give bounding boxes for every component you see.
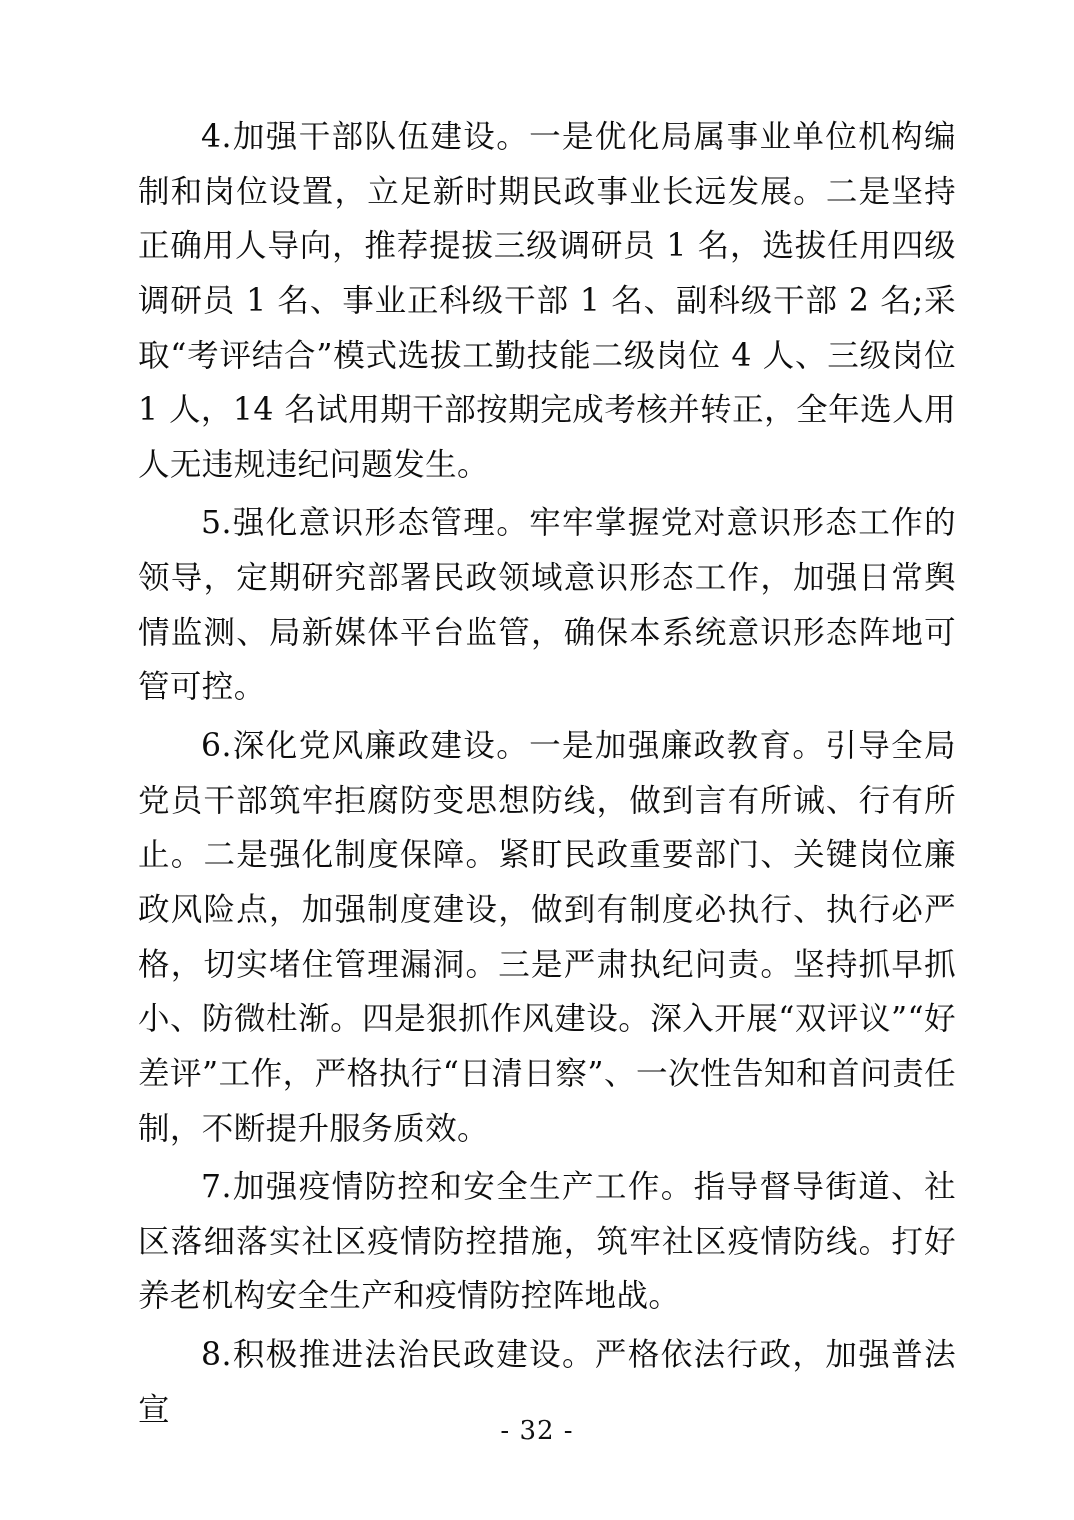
- page-number: - 32 -: [500, 1416, 574, 1446]
- document-body: [138, 110, 956, 1437]
- paragraph-8: 8.积极推进法治民政建设。严格依法行政，加强普法宣: [138, 1337, 956, 1428]
- paragraph-5: 5.强化意识形态管理。牢牢掌握党对意识形态工作的领导，定期研究部署民政领域意识形态工作，加强日常舆情监测、局新媒体平台监管，确保本系统意识形态阵地可管可控。: [138, 505, 956, 706]
- paragraph-6: 6.深化党风廉政建设。一是加强廉政教育。引导全局党员干部筑牢拒腐防变思想防线，做到言有所诫、行有所止。二是强化制度保障。紧盯民政重要部门、关键岗位廉政风险点，加强制度建设，做到有制度必执行、执行必严格，切实堵住管理漏洞。三是严肃执纪问责。坚持抓早抓小、防微杜渐。四是狠抓作风建设。深入开展“双评议”“好差评”工作，严格执行“日清日察”、一次性告知和首问责任制，不断提升服务质效。: [138, 728, 956, 1147]
- paragraph-4: 4.加强干部队伍建设。一是优化局属事业单位机构编制和岗位设置，立足新时期民政事业长远发展。二是坚持正确用人导向，推荐提拔三级调研员 1 名，选拔任用四级调研员 1 名、事业正科级干部 1 名、副科级干部 2 名;采取“考评结合”模式选拔工勤技能二级岗位 4 人、三级岗位 1 人，14 名试用期干部按期完成考核并转正，全年选人用人无违规违纪问题发生。: [138, 119, 956, 483]
- paragraph-7: 7.加强疫情防控和安全生产工作。指导督导街道、社区落细落实社区疫情防控措施，筑牢社区疫情防线。打好养老机构安全生产和疫情防控阵地战。: [138, 1169, 956, 1315]
